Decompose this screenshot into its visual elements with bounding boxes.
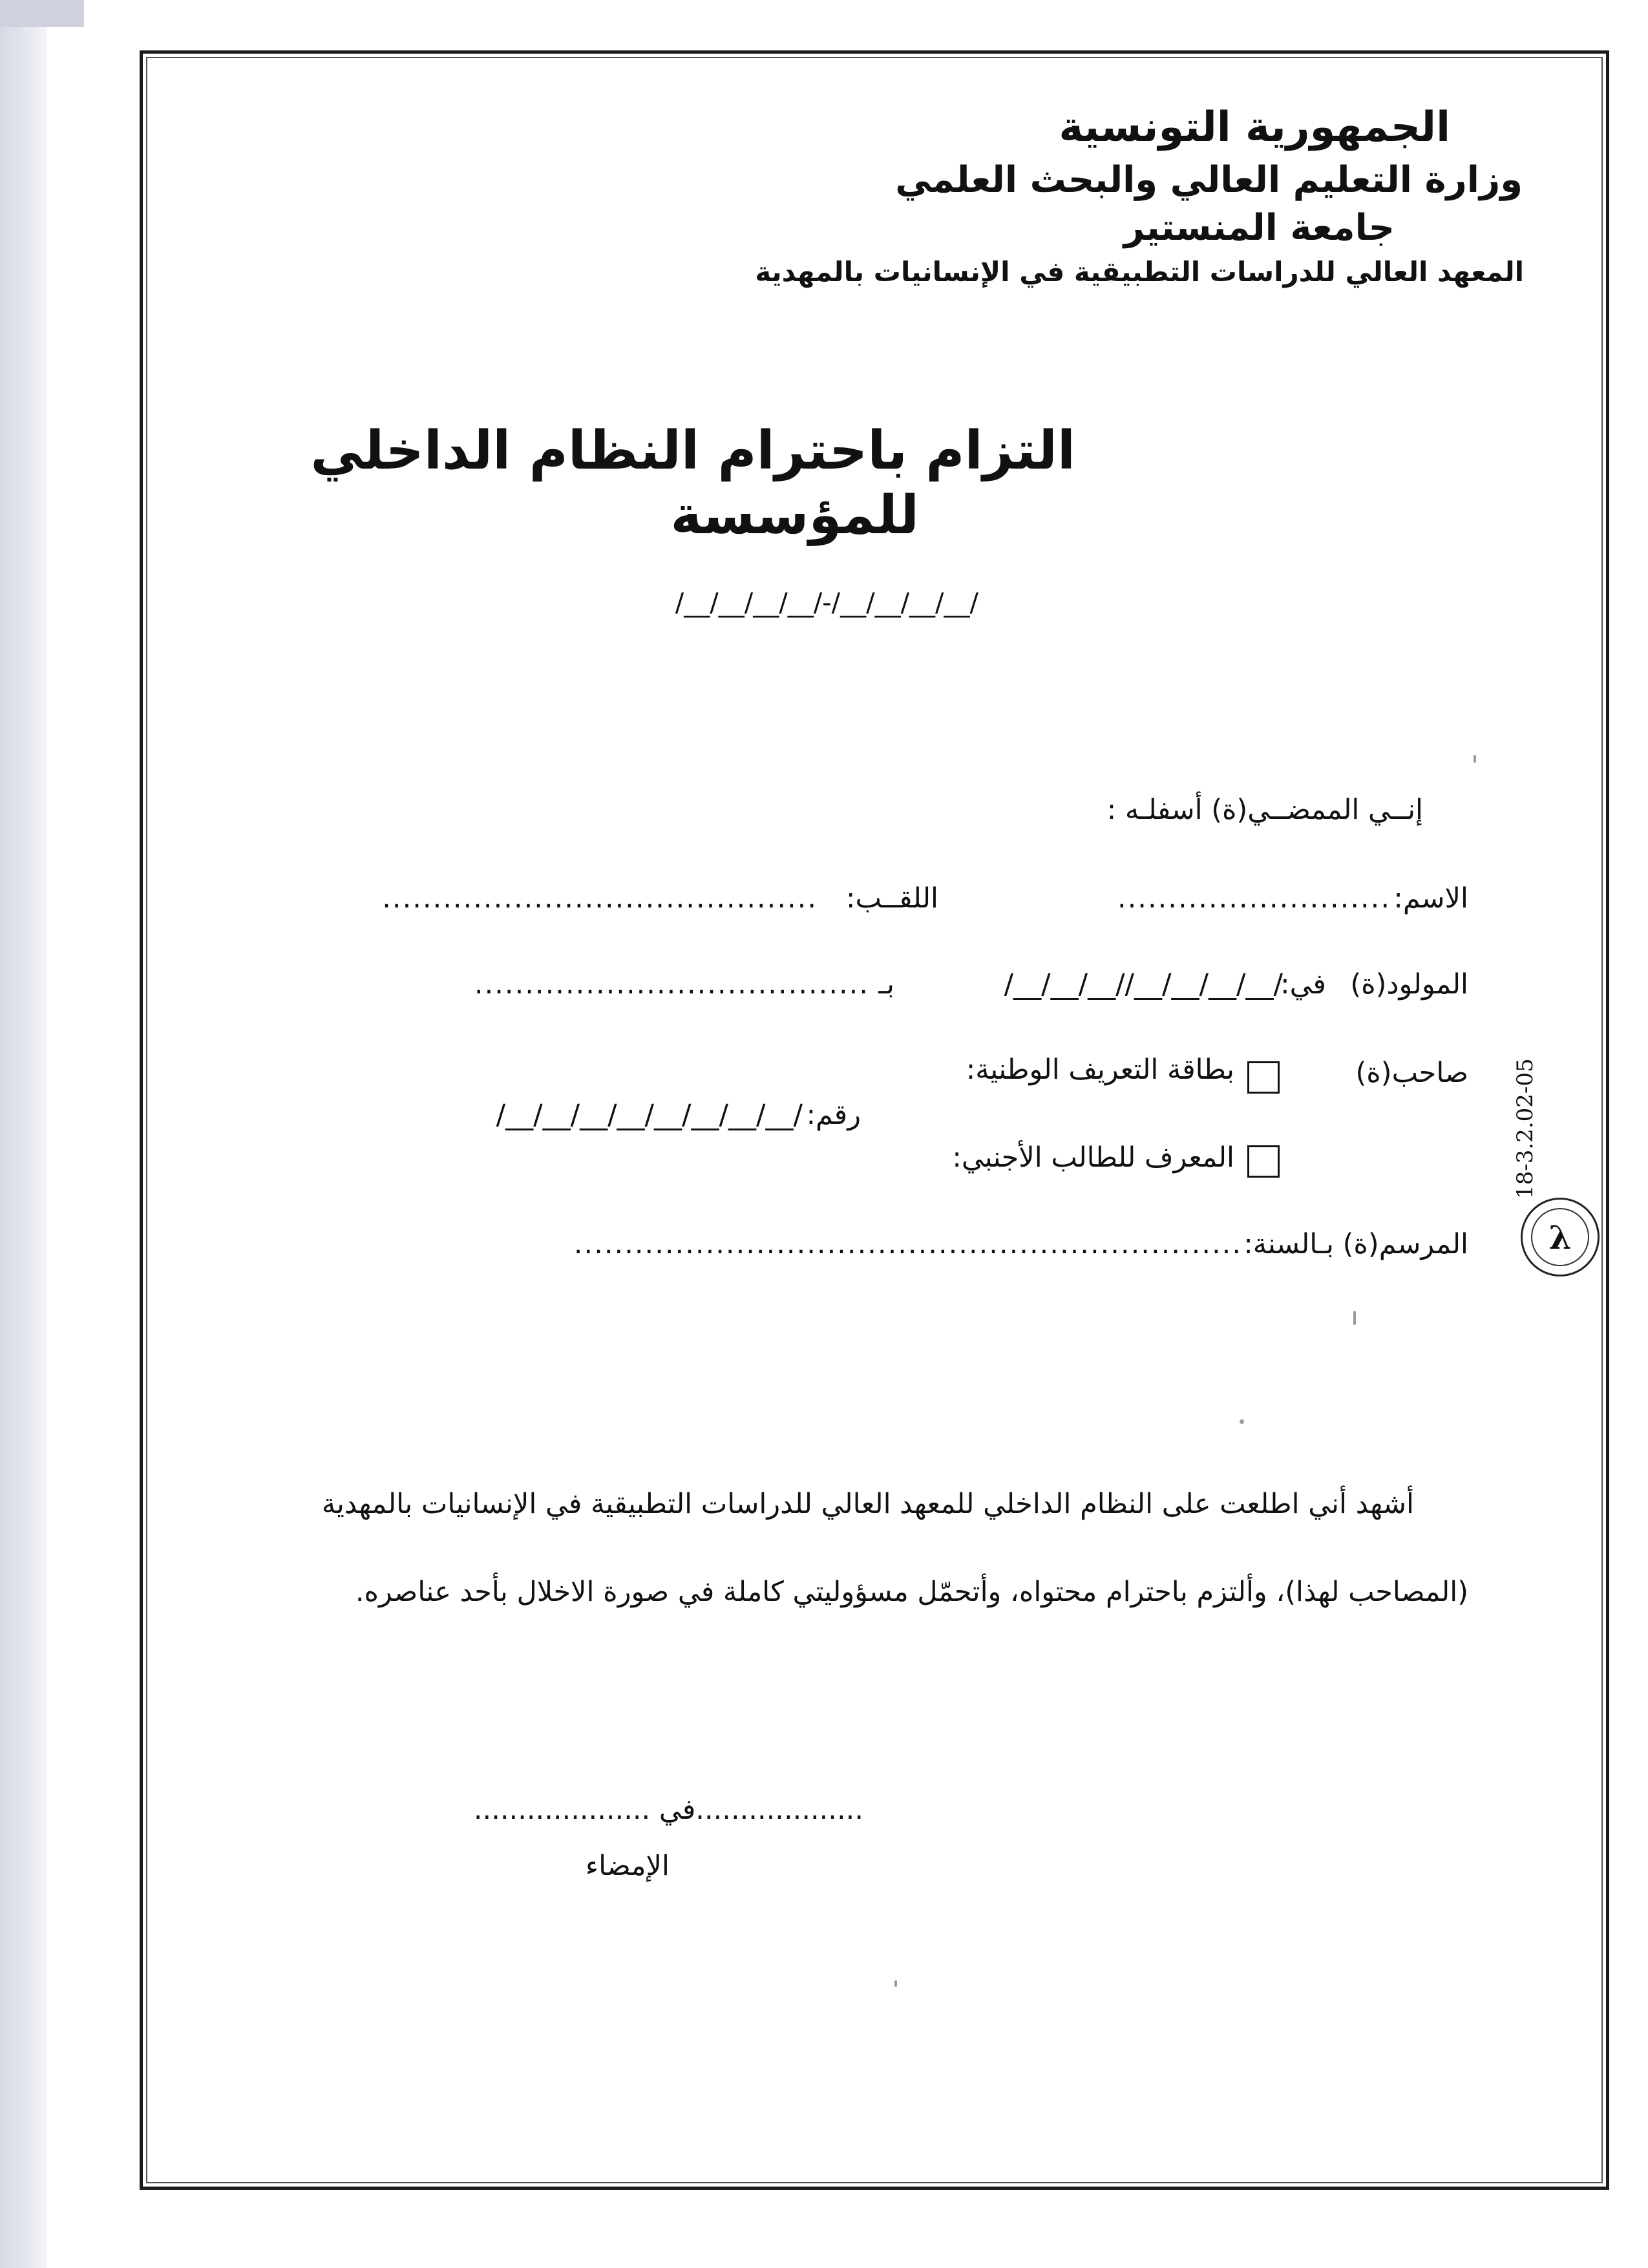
- holder-label: صاحب(ة): [1355, 1057, 1468, 1089]
- foreign-id-label: المعرف للطالب الأجنبي:: [952, 1141, 1234, 1174]
- signature-label: الإمضاء: [585, 1850, 670, 1882]
- scan-speck: [1474, 755, 1476, 763]
- scan-speck: [1353, 1311, 1356, 1325]
- statement-line1: أشهد أني اطلعت على النظام الداخلي للمعهد العالي للدراسات التطبيقية في الإنسانيات بالمهدية: [321, 1488, 1414, 1520]
- scan-speck: [894, 1980, 897, 1987]
- header-ministry: وزارة التعليم العالي والبحث العلمي: [895, 159, 1523, 201]
- national-id-label: بطاقة التعريف الوطنية:: [966, 1054, 1234, 1086]
- header-country: الجمهورية التونسية: [1059, 103, 1450, 151]
- scan-speck: [1240, 1419, 1244, 1424]
- surname-label: اللقــب:: [846, 882, 938, 915]
- foreign-id-checkbox[interactable]: [1247, 1145, 1280, 1178]
- scan-edge: [0, 0, 47, 2268]
- born-at-label: بـ: [878, 968, 894, 1001]
- document-id-field[interactable]: /__/__/__/__/-/__/__/__/__/: [675, 588, 978, 618]
- id-number-field[interactable]: /__/__/__/__/__/__/__/__/: [496, 1099, 803, 1131]
- national-id-checkbox[interactable]: [1247, 1061, 1280, 1094]
- name-field[interactable]: ...........................: [1117, 882, 1391, 915]
- signature-place-date[interactable]: ...................في ....................: [473, 1794, 863, 1826]
- number-label: رقم:: [806, 1099, 861, 1131]
- page-frame-inner: [146, 57, 1603, 2183]
- institution-stamp: [1521, 1198, 1600, 1277]
- born-label: المولود(ة): [1350, 968, 1468, 1001]
- document-title: التزام باحترام النظام الداخلي: [310, 420, 1075, 482]
- header-institute: المعهد العالي للدراسات التطبيقية في الإنسانيات بالمهدية: [755, 256, 1524, 288]
- reference-code: 18-3.2.02-05: [1512, 1058, 1538, 1199]
- stamp-emblem-icon: λ: [1531, 1208, 1589, 1266]
- enrolled-year-field[interactable]: ..................................................................: [573, 1228, 1242, 1260]
- scan-corner: [0, 0, 84, 27]
- header-university: جامعة المنستير: [1123, 207, 1395, 249]
- born-on-label: في:: [1280, 968, 1326, 1001]
- document-title-line2: للمؤسسة: [670, 485, 919, 546]
- birthplace-field[interactable]: .......................................: [474, 968, 869, 1001]
- intro-text: إنــي الممضــي(ة) أسفلـه :: [1106, 794, 1423, 826]
- surname-field[interactable]: ...........................................: [382, 882, 818, 915]
- statement-line2: (المصاحب لهذا)، وألتزم باحترام محتواه، وأتحمّل مسؤوليتي كاملة في صورة الاخلال بأحد عناصره.: [355, 1576, 1468, 1608]
- name-label: الاسم:: [1393, 882, 1468, 915]
- enrolled-label: المرسم(ة) بـالسنة:: [1243, 1228, 1468, 1260]
- birth-date-field[interactable]: /__/__/__//__/__/__/__/: [1004, 968, 1283, 1001]
